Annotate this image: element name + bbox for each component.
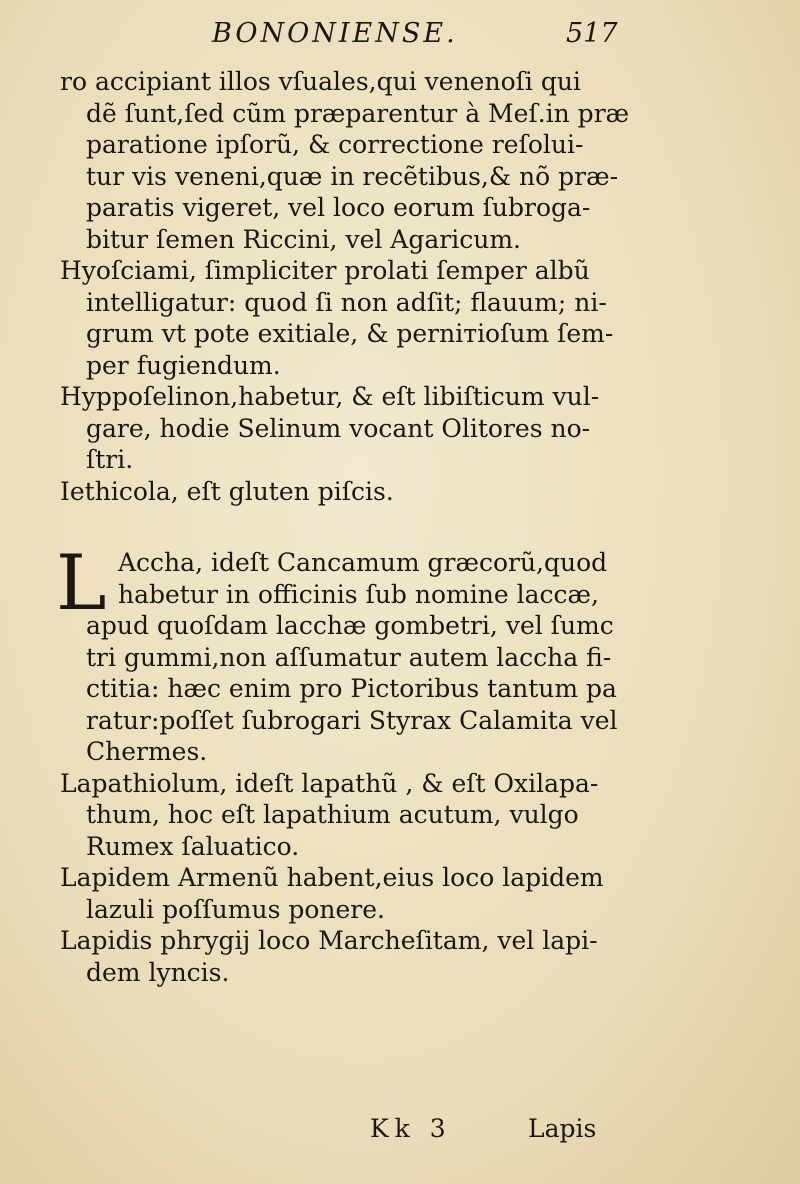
page-footer [0,1114,800,1154]
text-line: per fugiendum. [86,350,281,380]
text-line: dẽ ſunt,ſed cũm præparentur à Meſ.in præ [86,98,630,128]
entry-head-line: Hyppoſelinon,habetur, & eſt libiſticum vul- [60,382,600,411]
entry-head-line: Lapathiolum, ideſt lapathũ , & eſt Oxilapa- [60,768,599,798]
page-header [0,14,800,54]
section-gap [60,507,660,547]
text-line: Accha, ideſt Cancamum græcorũ,quod [118,548,608,577]
text-line: lazuli poſſumus ponere. [86,894,385,924]
text-line: Rumex ſaluatico. [86,831,300,861]
text-line: tri gummi,non aſſumatur autem laccha fi- [86,642,612,672]
entry-head-line: Lapidem Armenũ habent,eius loco lapidem [60,863,604,892]
entry-head-line: Lapidis phrygij loco Marcheſitam, vel lapi- [60,926,598,955]
text-line: dem lyncis. [86,957,230,987]
text-line: intelligatur: quod ſi non adſit; flauum; ni- [86,287,607,317]
text-line: paratis vigeret, vel loco eorum ſubroga- [86,193,591,222]
text-line: apud quoſdam lacchæ gombetri, vel ſumc [86,611,614,640]
text-line: grum vt pote exitiale, & perniтioſum ſem- [86,319,614,348]
catchword: Lapis [528,1114,597,1143]
text-line: thum, hoc eſt lapathium acutum, vulgo [86,800,579,829]
main-text [56,66,660,988]
text-line: Chermes. [86,737,208,766]
running-head: BONONIENSE. [212,18,458,49]
text-line: ſtri. [86,445,134,474]
page-number: 517 [566,18,618,49]
text-line: habetur in officinis ſub nomine laccæ, [118,579,599,609]
text-line: ro accipiant illos vſuales,qui venenoſi qui [60,67,581,96]
text-line: gare, hodie Selinum vocant Olitores no- [86,413,591,443]
section-l [56,538,660,988]
text-line: tur vis veneni,quæ in recẽtibus,& nõ præ- [86,161,619,191]
entry-head-line: Iethicola, eſt gluten piſcis. [60,476,394,506]
text-line: ratur:poſſet ſubrogari Styrax Calamita vel [86,705,618,735]
signature-mark: Kk 3 [370,1114,452,1143]
drop-cap: L [56,538,107,627]
text-line: bitur ſemen Riccini, vel Agaricum. [86,224,521,254]
text-line: ctitia: hæc enim pro Pictoribus tantum pa [86,674,617,703]
entry-head-line: Hyoſciami, ſimpliciter prolati ſemper albũ [60,256,590,285]
text-line: paratione ipſorũ, & correctione reſolui- [86,130,584,159]
